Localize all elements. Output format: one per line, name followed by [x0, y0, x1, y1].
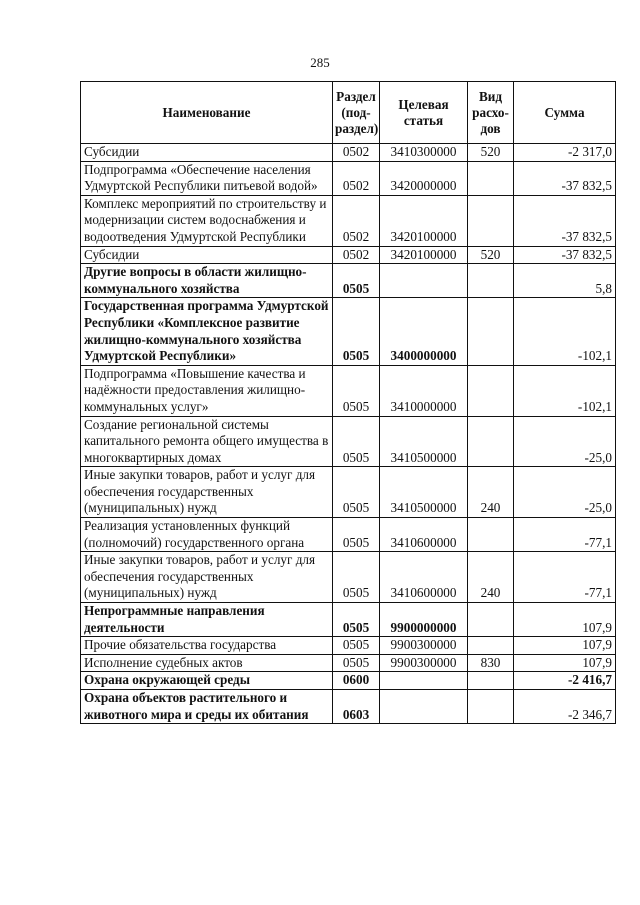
row-section: 0600 [333, 672, 380, 690]
table-row [81, 603, 616, 637]
row-target: 9900300000 [380, 637, 468, 655]
row-sum: 107,9 [514, 603, 616, 637]
row-sum: -25,0 [514, 416, 616, 467]
row-sum: 107,9 [514, 637, 616, 655]
row-target [380, 672, 468, 690]
row-type [468, 161, 514, 195]
row-target: 3410000000 [380, 365, 468, 416]
table-row [81, 161, 616, 195]
table-row [81, 467, 616, 518]
table-row [81, 518, 616, 552]
row-type: 520 [468, 144, 514, 162]
row-sum: 5,8 [514, 264, 616, 298]
row-target: 3420100000 [380, 246, 468, 264]
row-name: Подпрограмма «Обеспечение населения Удмуртской Республики питьевой водой» [81, 161, 333, 195]
row-sum: -77,1 [514, 552, 616, 603]
row-name: Создание региональной системы капитального ремонта общего имущества в многоквартирных домах [81, 416, 333, 467]
row-section: 0505 [333, 264, 380, 298]
row-name: Охрана объектов растительного и животного мира и среды их обитания [81, 690, 333, 724]
row-type [468, 690, 514, 724]
table-row [81, 144, 616, 162]
row-type [468, 365, 514, 416]
row-name: Реализация установленных функций (полномочий) государственного органа [81, 518, 333, 552]
row-section: 0505 [333, 637, 380, 655]
row-name: Непрограммные направления деятельности [81, 603, 333, 637]
row-type: 240 [468, 552, 514, 603]
row-type [468, 416, 514, 467]
row-section: 0505 [333, 603, 380, 637]
row-target: 3410600000 [380, 518, 468, 552]
row-sum: -102,1 [514, 365, 616, 416]
page-number: 285 [310, 55, 330, 70]
row-type [468, 264, 514, 298]
table-row [81, 365, 616, 416]
table-row [81, 552, 616, 603]
row-name: Субсидии [81, 246, 333, 264]
row-name: Прочие обязательства государства [81, 637, 333, 655]
header-name: Наименование [81, 82, 333, 144]
row-sum: -37 832,5 [514, 195, 616, 246]
table-header-row [81, 82, 616, 144]
row-name: Подпрограмма «Повышение качества и надёжности предоставления жилищно-коммунальных услуг» [81, 365, 333, 416]
row-type [468, 637, 514, 655]
row-section: 0505 [333, 654, 380, 672]
row-section: 0502 [333, 246, 380, 264]
row-target: 3410300000 [380, 144, 468, 162]
row-target: 3410500000 [380, 467, 468, 518]
row-name: Иные закупки товаров, работ и услуг для обеспечения государственных (муниципальных) нужд [81, 467, 333, 518]
row-section: 0505 [333, 552, 380, 603]
table-row [81, 690, 616, 724]
row-sum: -2 317,0 [514, 144, 616, 162]
row-target: 9900000000 [380, 603, 468, 637]
row-section: 0505 [333, 298, 380, 365]
table-row [81, 654, 616, 672]
row-target: 3420000000 [380, 161, 468, 195]
row-sum: -25,0 [514, 467, 616, 518]
row-name: Охрана окружающей среды [81, 672, 333, 690]
row-target [380, 264, 468, 298]
row-type: 520 [468, 246, 514, 264]
row-sum: -37 832,5 [514, 246, 616, 264]
row-sum: 107,9 [514, 654, 616, 672]
row-type: 830 [468, 654, 514, 672]
row-section: 0502 [333, 144, 380, 162]
table-row [81, 637, 616, 655]
budget-table [80, 81, 616, 724]
table-row [81, 672, 616, 690]
row-name: Иные закупки товаров, работ и услуг для обеспечения государственных (муниципальных) нужд [81, 552, 333, 603]
row-target: 3420100000 [380, 195, 468, 246]
header-section: Раздел (под-раздел) [333, 82, 380, 144]
row-sum: -37 832,5 [514, 161, 616, 195]
row-sum: -2 346,7 [514, 690, 616, 724]
row-type [468, 195, 514, 246]
row-name: Комплекс мероприятий по строительству и модернизации систем водоснабжения и водоотведения Удмуртской Республики [81, 195, 333, 246]
row-type [468, 518, 514, 552]
row-target: 3400000000 [380, 298, 468, 365]
row-sum: -2 416,7 [514, 672, 616, 690]
table-row [81, 264, 616, 298]
row-type [468, 672, 514, 690]
row-sum: -77,1 [514, 518, 616, 552]
row-name: Другие вопросы в области жилищно-коммунального хозяйства [81, 264, 333, 298]
row-section: 0505 [333, 467, 380, 518]
table-row [81, 195, 616, 246]
row-target: 3410500000 [380, 416, 468, 467]
row-name: Государственная программа Удмуртской Республики «Комплексное развитие жилищно-коммунального хозяйства Удмуртской Республики» [81, 298, 333, 365]
table-row [81, 298, 616, 365]
row-section: 0603 [333, 690, 380, 724]
row-name: Исполнение судебных актов [81, 654, 333, 672]
header-target: Целевая статья [380, 82, 468, 144]
row-target: 9900300000 [380, 654, 468, 672]
row-sum: -102,1 [514, 298, 616, 365]
row-target: 3410600000 [380, 552, 468, 603]
row-section: 0505 [333, 416, 380, 467]
row-type [468, 298, 514, 365]
table-row [81, 246, 616, 264]
row-target [380, 690, 468, 724]
row-section: 0502 [333, 195, 380, 246]
row-section: 0502 [333, 161, 380, 195]
table-row [81, 416, 616, 467]
header-sum: Сумма [514, 82, 616, 144]
row-type: 240 [468, 467, 514, 518]
row-type [468, 603, 514, 637]
header-type: Вид расхо-дов [468, 82, 514, 144]
row-section: 0505 [333, 365, 380, 416]
row-section: 0505 [333, 518, 380, 552]
row-name: Субсидии [81, 144, 333, 162]
